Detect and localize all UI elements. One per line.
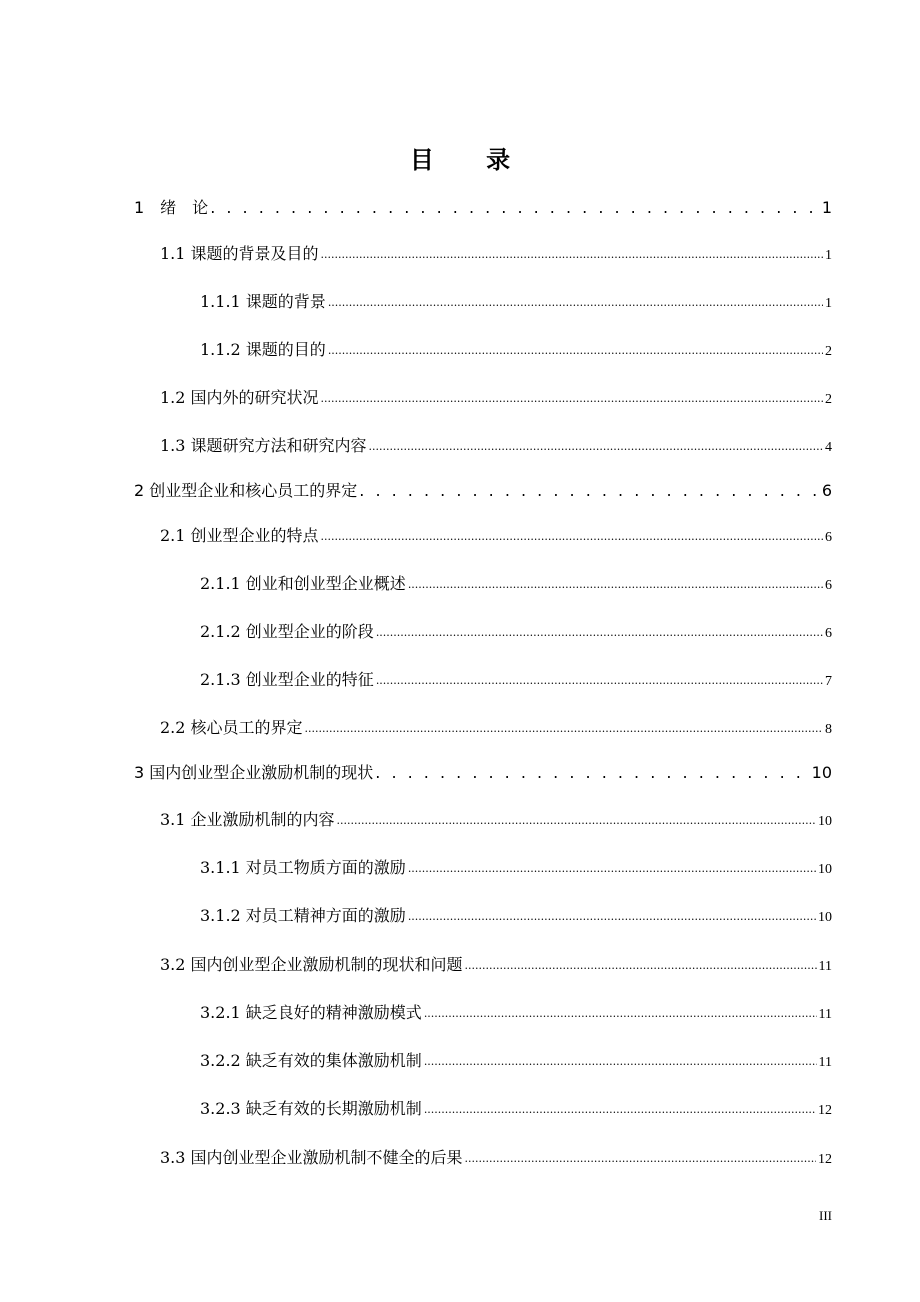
toc-entry-subsection[interactable] [200, 666, 832, 694]
toc-entry-page: 6 [825, 578, 832, 593]
toc-entry-label: 3.2 国内创业型企业激励机制的现状和问题 [160, 955, 463, 974]
toc-entry-label: 3.1.2 对员工精神方面的激励 [200, 906, 406, 925]
dot-leader [376, 667, 823, 695]
dot-leader [408, 855, 816, 883]
toc-entry-label: 1.1.2 课题的目的 [200, 340, 326, 359]
dot-leader [369, 433, 823, 461]
toc-entry-page: 7 [825, 674, 832, 689]
toc-entry-label: 2.1.3 创业型企业的特征 [200, 670, 374, 689]
toc-entry-page: 10 [818, 862, 832, 877]
dot-leader [328, 337, 823, 365]
toc-entry-page: 6 [825, 530, 832, 545]
dot-leader [337, 807, 816, 835]
toc-entry-label: 2.1.2 创业型企业的阶段 [200, 622, 374, 641]
toc-entry-page: 2 [825, 392, 832, 407]
toc-entry-section[interactable] [160, 384, 832, 412]
toc-entry-page: 6 [821, 481, 832, 500]
toc-entry-section[interactable] [160, 240, 832, 268]
toc-entry-label: 3.1.1 对员工物质方面的激励 [200, 858, 406, 877]
toc-entry-page: 10 [811, 763, 832, 782]
toc-entry-page: 1 [821, 198, 832, 217]
toc-entry-label: 3.2.2 缺乏有效的集体激励机制 [200, 1051, 422, 1070]
toc-entry-label: 1.1 课题的背景及目的 [160, 244, 319, 263]
toc-entry-section[interactable] [160, 432, 832, 460]
toc-entry-chapter[interactable] [134, 194, 832, 222]
toc-entry-label: 3.3 国内创业型企业激励机制不健全的后果 [160, 1148, 463, 1167]
toc-entry-page: 2 [825, 344, 832, 359]
toc-entry-page: 11 [818, 959, 832, 974]
dot-leader [375, 759, 809, 787]
toc-entry-label: 3 国内创业型企业激励机制的现状 [134, 763, 374, 782]
dot-leader [424, 1096, 816, 1124]
toc-entry-section[interactable] [160, 951, 832, 979]
toc-entry-subsection[interactable] [200, 1047, 832, 1075]
dot-leader [321, 385, 823, 413]
dot-leader [359, 477, 820, 505]
toc-entry-subsection[interactable] [200, 1095, 832, 1123]
dot-leader [465, 1145, 816, 1173]
toc-entry-page: 4 [825, 440, 832, 455]
toc-entry-page: 6 [825, 626, 832, 641]
toc-entry-page: 1 [825, 296, 832, 311]
toc-entry-page: 1 [825, 248, 832, 263]
toc-entry-label: 2.1 创业型企业的特点 [160, 526, 319, 545]
toc-entry-label: 3.2.3 缺乏有效的长期激励机制 [200, 1099, 422, 1118]
dot-leader [210, 194, 820, 222]
dot-leader [408, 903, 816, 931]
toc-entry-label: 3.2.1 缺乏良好的精神激励模式 [200, 1003, 422, 1022]
toc-entry-page: 11 [818, 1055, 832, 1070]
toc-entry-subsection[interactable] [200, 902, 832, 930]
dot-leader [321, 523, 823, 551]
dot-leader [465, 952, 817, 980]
toc-entry-page: 12 [818, 1152, 832, 1167]
toc-entry-chapter[interactable] [134, 477, 832, 505]
toc-entry-label: 3.1 企业激励机制的内容 [160, 810, 335, 829]
toc-entry-label: 1.3 课题研究方法和研究内容 [160, 436, 367, 455]
dot-leader [376, 619, 823, 647]
toc-entry-page: 8 [825, 722, 832, 737]
toc-entry-subsection[interactable] [200, 288, 832, 316]
toc-entry-section[interactable] [160, 806, 832, 834]
toc-entry-page: 12 [818, 1103, 832, 1118]
dot-leader [328, 289, 823, 317]
toc-entry-page: 10 [818, 814, 832, 829]
page-number: III [819, 1208, 832, 1223]
dot-leader [305, 715, 823, 743]
toc-entry-label: 1.2 国内外的研究状况 [160, 388, 319, 407]
toc-entry-label: 1.1.1 课题的背景 [200, 292, 326, 311]
toc-entry-subsection[interactable] [200, 999, 832, 1027]
toc-entry-subsection[interactable] [200, 336, 832, 364]
toc-entry-chapter[interactable] [134, 759, 832, 787]
toc-entry-subsection[interactable] [200, 854, 832, 882]
page-title: 目 录 [409, 146, 533, 174]
toc-entry-subsection[interactable] [200, 618, 832, 646]
dot-leader [424, 1000, 817, 1028]
dot-leader [424, 1048, 817, 1076]
toc-entry-label: 2.2 核心员工的界定 [160, 718, 303, 737]
toc-entry-section[interactable] [160, 522, 832, 550]
toc-entry-page: 10 [818, 910, 832, 925]
toc-entry-subsection[interactable] [200, 570, 832, 598]
toc-entry-label: 2.1.1 创业和创业型企业概述 [200, 574, 406, 593]
toc-entry-section[interactable] [160, 1144, 832, 1172]
toc-entry-label: 1 绪 论 [134, 198, 209, 217]
dot-leader [408, 571, 823, 599]
dot-leader [321, 241, 823, 269]
toc-entry-page: 11 [818, 1007, 832, 1022]
toc-entry-label: 2 创业型企业和核心员工的界定 [134, 481, 358, 500]
toc-entry-section[interactable] [160, 714, 832, 742]
